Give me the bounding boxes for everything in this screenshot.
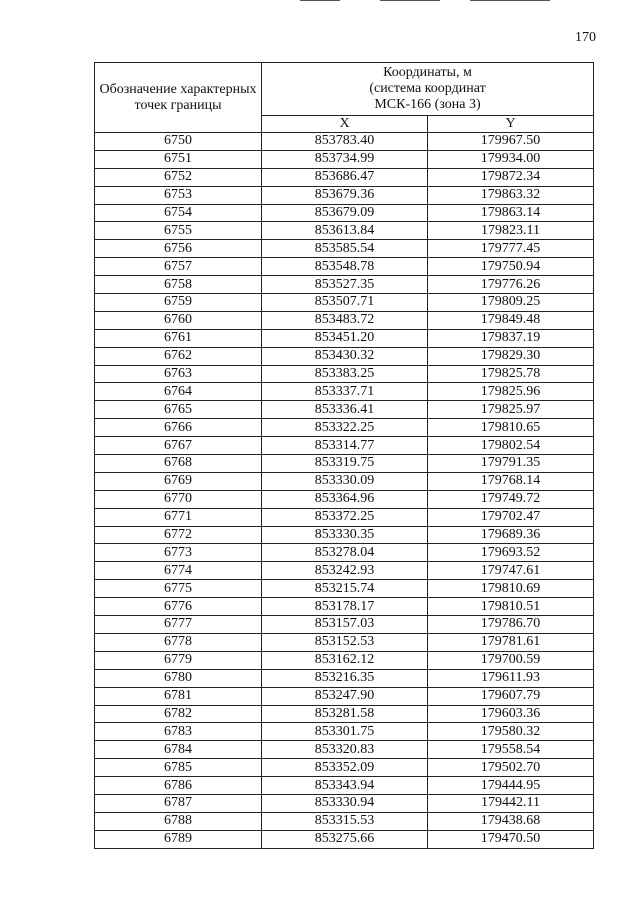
point-cell: 6776 [95, 598, 262, 616]
x-cell: 853301.75 [262, 723, 428, 741]
x-cell: 853330.94 [262, 794, 428, 812]
x-cell: 853679.36 [262, 186, 428, 204]
x-cell: 853281.58 [262, 705, 428, 723]
point-cell: 6757 [95, 258, 262, 276]
y-cell: 179849.48 [428, 311, 594, 329]
y-cell: 179558.54 [428, 741, 594, 759]
x-cell: 853320.83 [262, 741, 428, 759]
table-row [95, 437, 594, 455]
x-cell: 853679.09 [262, 204, 428, 222]
point-cell: 6752 [95, 168, 262, 186]
point-cell: 6753 [95, 186, 262, 204]
header-y: Y [428, 116, 594, 133]
x-cell: 853613.84 [262, 222, 428, 240]
y-cell: 179872.34 [428, 168, 594, 186]
y-cell: 179786.70 [428, 616, 594, 634]
header-x: X [262, 116, 428, 133]
point-cell: 6754 [95, 204, 262, 222]
table-row [95, 580, 594, 598]
table-row [95, 669, 594, 687]
table-row [95, 150, 594, 168]
table-row [95, 687, 594, 705]
table-row [95, 419, 594, 437]
x-cell: 853315.53 [262, 812, 428, 830]
point-cell: 6756 [95, 240, 262, 258]
point-cell: 6761 [95, 329, 262, 347]
y-cell: 179823.11 [428, 222, 594, 240]
point-cell: 6755 [95, 222, 262, 240]
y-cell: 179810.69 [428, 580, 594, 598]
point-cell: 6765 [95, 401, 262, 419]
x-cell: 853527.35 [262, 276, 428, 294]
point-cell: 6775 [95, 580, 262, 598]
x-cell: 853278.04 [262, 544, 428, 562]
table-row [95, 133, 594, 151]
point-cell: 6750 [95, 133, 262, 151]
point-cell: 6779 [95, 651, 262, 669]
y-cell: 179607.79 [428, 687, 594, 705]
y-cell: 179802.54 [428, 437, 594, 455]
y-cell: 179470.50 [428, 830, 594, 848]
y-cell: 179810.65 [428, 419, 594, 437]
x-cell: 853322.25 [262, 419, 428, 437]
table-row [95, 651, 594, 669]
table-row [95, 347, 594, 365]
header-coordinates-line3: МСК-166 (зона 3) [374, 97, 481, 112]
coordinates-table [94, 62, 594, 849]
y-cell: 179776.26 [428, 276, 594, 294]
x-cell: 853337.71 [262, 383, 428, 401]
y-cell: 179825.78 [428, 365, 594, 383]
table-row [95, 812, 594, 830]
point-cell: 6784 [95, 741, 262, 759]
point-cell: 6772 [95, 526, 262, 544]
table-row [95, 383, 594, 401]
table-row [95, 365, 594, 383]
point-cell: 6788 [95, 812, 262, 830]
table-row [95, 794, 594, 812]
header-point-designation: Обозначение характерных точек границы [95, 63, 262, 133]
y-cell: 179829.30 [428, 347, 594, 365]
y-cell: 179967.50 [428, 133, 594, 151]
table-row [95, 759, 594, 777]
point-cell: 6767 [95, 437, 262, 455]
x-cell: 853507.71 [262, 294, 428, 312]
y-cell: 179611.93 [428, 669, 594, 687]
x-cell: 853314.77 [262, 437, 428, 455]
table-row [95, 168, 594, 186]
point-cell: 6769 [95, 472, 262, 490]
y-cell: 179777.45 [428, 240, 594, 258]
y-cell: 179693.52 [428, 544, 594, 562]
x-cell: 853216.35 [262, 669, 428, 687]
y-cell: 179810.51 [428, 598, 594, 616]
point-cell: 6766 [95, 419, 262, 437]
x-cell: 853247.90 [262, 687, 428, 705]
y-cell: 179781.61 [428, 633, 594, 651]
x-cell: 853336.41 [262, 401, 428, 419]
y-cell: 179809.25 [428, 294, 594, 312]
y-cell: 179702.47 [428, 508, 594, 526]
x-cell: 853157.03 [262, 616, 428, 634]
table-row [95, 508, 594, 526]
point-cell: 6764 [95, 383, 262, 401]
x-cell: 853783.40 [262, 133, 428, 151]
table-body [95, 133, 594, 849]
table-row [95, 544, 594, 562]
table-row [95, 741, 594, 759]
y-cell: 179749.72 [428, 490, 594, 508]
top-rule-right [470, 0, 550, 1]
top-rule-middle [380, 0, 440, 1]
point-cell: 6758 [95, 276, 262, 294]
table-row [95, 311, 594, 329]
x-cell: 853152.53 [262, 633, 428, 651]
point-cell: 6781 [95, 687, 262, 705]
table-row [95, 490, 594, 508]
point-cell: 6768 [95, 455, 262, 473]
table-row [95, 830, 594, 848]
x-cell: 853383.25 [262, 365, 428, 383]
point-cell: 6789 [95, 830, 262, 848]
x-cell: 853352.09 [262, 759, 428, 777]
point-cell: 6773 [95, 544, 262, 562]
point-cell: 6787 [95, 794, 262, 812]
x-cell: 853548.78 [262, 258, 428, 276]
y-cell: 179502.70 [428, 759, 594, 777]
x-cell: 853242.93 [262, 562, 428, 580]
x-cell: 853585.54 [262, 240, 428, 258]
table-row [95, 294, 594, 312]
table-row [95, 186, 594, 204]
point-cell: 6760 [95, 311, 262, 329]
x-cell: 853162.12 [262, 651, 428, 669]
x-cell: 853330.35 [262, 526, 428, 544]
y-cell: 179863.14 [428, 204, 594, 222]
y-cell: 179603.36 [428, 705, 594, 723]
header-coordinates [262, 63, 594, 116]
table-row [95, 562, 594, 580]
point-cell: 6777 [95, 616, 262, 634]
y-cell: 179768.14 [428, 472, 594, 490]
y-cell: 179863.32 [428, 186, 594, 204]
y-cell: 179689.36 [428, 526, 594, 544]
point-cell: 6783 [95, 723, 262, 741]
table-row [95, 705, 594, 723]
point-cell: 6774 [95, 562, 262, 580]
table-row [95, 598, 594, 616]
table-row [95, 401, 594, 419]
x-cell: 853178.17 [262, 598, 428, 616]
x-cell: 853215.74 [262, 580, 428, 598]
y-cell: 179825.97 [428, 401, 594, 419]
table-row [95, 455, 594, 473]
point-cell: 6759 [95, 294, 262, 312]
header-coordinates-line1: Координаты, м [383, 65, 472, 80]
point-cell: 6782 [95, 705, 262, 723]
point-cell: 6780 [95, 669, 262, 687]
table-row [95, 329, 594, 347]
page-number: 170 [575, 30, 596, 45]
table-row [95, 723, 594, 741]
x-cell: 853372.25 [262, 508, 428, 526]
point-cell: 6771 [95, 508, 262, 526]
top-rule-left [300, 0, 340, 1]
header-coordinates-line2: (система координат [369, 81, 486, 96]
point-cell: 6751 [95, 150, 262, 168]
point-cell: 6770 [95, 490, 262, 508]
y-cell: 179444.95 [428, 777, 594, 795]
table-row [95, 526, 594, 544]
x-cell: 853430.32 [262, 347, 428, 365]
table-row [95, 276, 594, 294]
x-cell: 853686.47 [262, 168, 428, 186]
y-cell: 179438.68 [428, 812, 594, 830]
table-row [95, 258, 594, 276]
point-cell: 6785 [95, 759, 262, 777]
table-row [95, 240, 594, 258]
point-cell: 6786 [95, 777, 262, 795]
y-cell: 179750.94 [428, 258, 594, 276]
x-cell: 853364.96 [262, 490, 428, 508]
x-cell: 853734.99 [262, 150, 428, 168]
x-cell: 853343.94 [262, 777, 428, 795]
table-row [95, 616, 594, 634]
y-cell: 179700.59 [428, 651, 594, 669]
table-row [95, 222, 594, 240]
x-cell: 853483.72 [262, 311, 428, 329]
point-cell: 6778 [95, 633, 262, 651]
x-cell: 853330.09 [262, 472, 428, 490]
table-row [95, 204, 594, 222]
x-cell: 853319.75 [262, 455, 428, 473]
table-row [95, 472, 594, 490]
y-cell: 179580.32 [428, 723, 594, 741]
table-row [95, 777, 594, 795]
x-cell: 853451.20 [262, 329, 428, 347]
table-row [95, 633, 594, 651]
point-cell: 6762 [95, 347, 262, 365]
point-cell: 6763 [95, 365, 262, 383]
x-cell: 853275.66 [262, 830, 428, 848]
y-cell: 179747.61 [428, 562, 594, 580]
y-cell: 179791.35 [428, 455, 594, 473]
y-cell: 179934.00 [428, 150, 594, 168]
y-cell: 179825.96 [428, 383, 594, 401]
y-cell: 179442.11 [428, 794, 594, 812]
y-cell: 179837.19 [428, 329, 594, 347]
